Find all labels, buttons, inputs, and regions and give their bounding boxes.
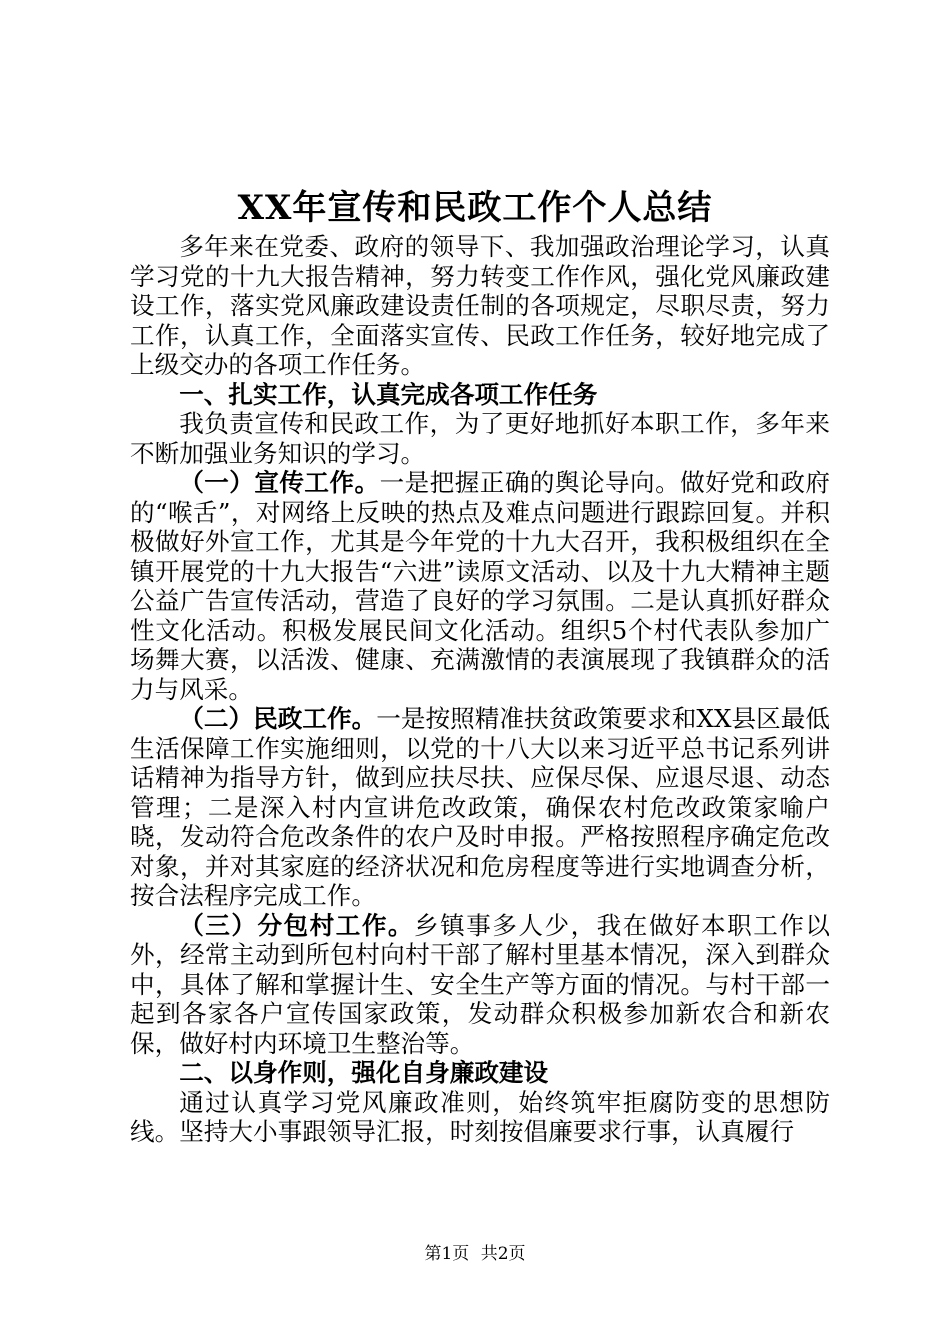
paragraph-text: 一是把握正确的舆论导向。做好党和政府的“喉舌”，对网络上反映的热点及难点问题进行跟踪回复。并积极做好外宣工作，尤其是今年党的十九大召开，我积极组织在全镇开展党的十九大报告“六进”读原文活动、以及十九大精神主题公益广告宣传活动，营造了良好的学习氛围。二是认真抓好群众性文化活动。积极发展民间文化活动。组织5个村代表队参加广场舞大赛，以活泼、健康、充满激情的表演展现了我镇群众的活力与风采。 [130,468,830,704]
page-number-total: 共2页 [480,1244,526,1264]
page-number-current: 第1页 [424,1244,470,1264]
paragraph-text: 乡镇事多人少，我在做好本职工作以外，经常主动到所包村向村干部了解村里基本情况，深入到群众中，具体了解和掌握计生、安全生产等方面的情况。与村干部一起到各家各户宣传国家政策，发动群众积极参加新农合和新农保，做好村内环境卫生整治等。 [130,910,830,1058]
section-heading-1: 一、扎实工作，认真完成各项工作任务 [179,379,598,409]
paragraph-publicity-work [130,468,830,704]
paragraph-text: 一是按照精准扶贫政策要求和XX县区最低生活保障工作实施细则，以党的十八大以来习近平总书记系列讲话精神为指导方针，做到应扶尽扶、应保尽保、应退尽退、动态管理；二是深入村内宣讲危改政策，确保农村危改政策家喻户晓，发动符合危改条件的农户及时申报。严格按照程序确定危改对象，并对其家庭的经济状况和危房程度等进行实地调查分析，按合法程序完成工作。 [130,704,830,910]
paragraph-lead: （三）分包村工作。 [179,910,415,940]
paragraph-integrity [130,1088,830,1147]
paragraph-intro [130,232,830,380]
document-title: XX年宣传和民政工作个人总结 [237,188,713,228]
paragraph-text: 通过认真学习党风廉政准则，始终筑牢拒腐防变的思想防线。坚持大小事跟领导汇报，时刻按倡廉要求行事，认真履行 [130,1087,830,1146]
paragraph-lead: （二）民政工作。 [179,704,377,733]
document-body [130,232,830,1147]
paragraph-civil-affairs-work [130,704,830,911]
paragraph-text: 多年来在党委、政府的领导下、我加强政治理论学习，认真学习党的十九大报告精神，努力转变工作作风，强化党风廉政建设工作，落实党风廉政建设责任制的各项规定，尽职尽责，努力工作，认真工作，全面落实宣传、民政工作任务，较好地完成了上级交办的各项工作任务。 [130,232,830,379]
paragraph-lead: （一）宣传工作。 [179,468,380,497]
page-footer [0,1243,950,1265]
paragraph-section1-intro [130,409,830,468]
section-heading-2: 二、以身作则，强化自身廉政建设 [179,1058,549,1087]
paragraph-text: 我负责宣传和民政工作，为了更好地抓好本职工作，多年来不断加强业务知识的学习。 [130,409,830,468]
paragraph-village-work [130,911,830,1059]
